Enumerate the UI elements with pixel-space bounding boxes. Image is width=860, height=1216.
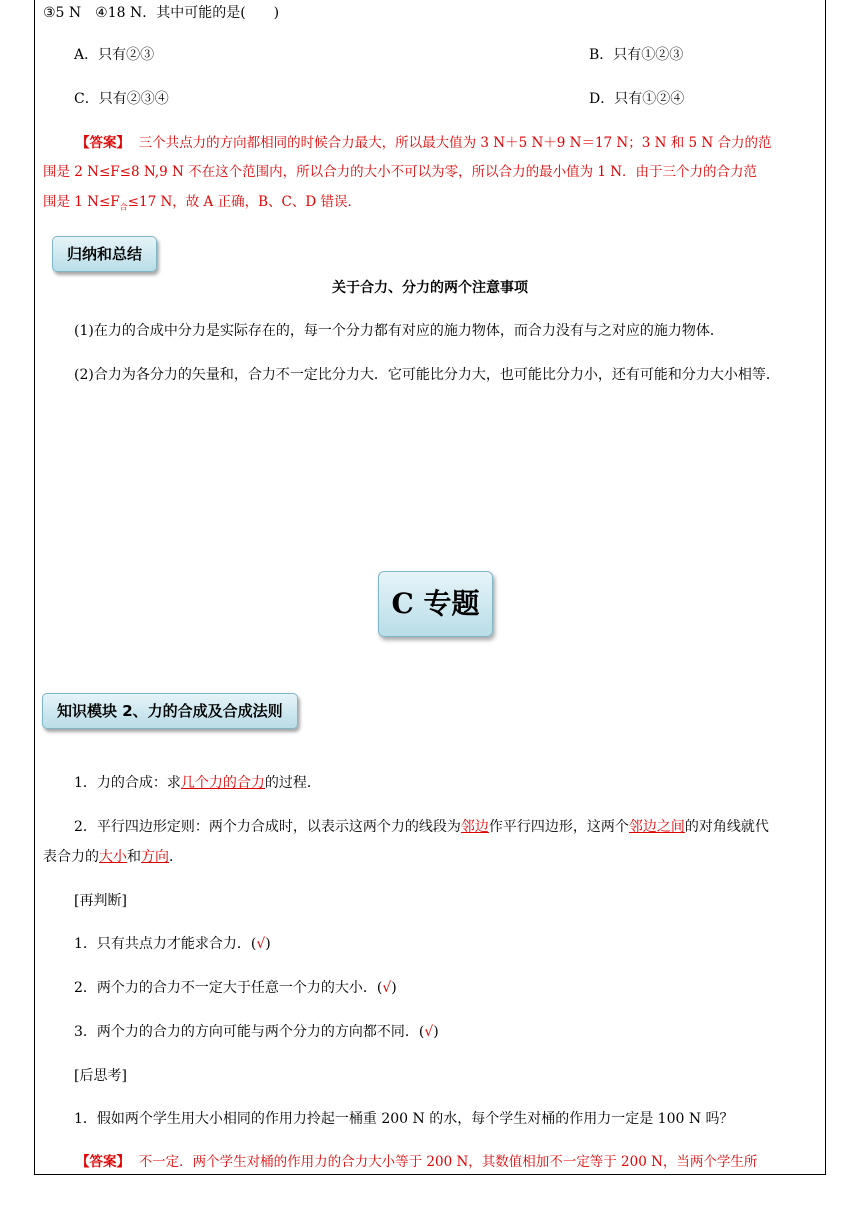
rejudge-close-1: ) (265, 936, 271, 952)
item2-text-a: 2．平行四边形定则：两个力合成时，以表示这两个力的线段为 (74, 819, 461, 835)
rejudge-text-1: 1．只有共点力才能求合力．( (74, 936, 257, 952)
answer-text-3a: 围是 1 N≤F (43, 194, 120, 210)
answer-text-1: 三个共点力的方向都相同的时候合力最大，所以最大值为 3 N＋5 N＋9 N＝17 N；3 N 和 5 N 合力的范 (138, 135, 772, 151)
item1-text-a: 1．力的合成：求 (74, 775, 181, 791)
rejudge-text-3: 3．两个力的合力的方向可能与两个分力的方向都不同．( (74, 1024, 425, 1040)
think-answer-text: 不一定．两个学生对桶的作用力的合力大小等于 200 N，其数值相加不一定等于 200 N，当两个学生所 (138, 1154, 758, 1170)
answer-line-2: 围是 2 N≤F≤8 N,9 N 不在这个范围内，所以合力的大小不可以为零，所以合力的最小值为 1 N．由于三个力的合力范 (43, 164, 758, 180)
item1-underlined: 几个力的合力 (180, 775, 265, 791)
think-heading: [后思考] (74, 1068, 127, 1084)
summary-title: 关于合力、分力的两个注意事项 (332, 280, 528, 296)
option-a: A．只有②③ (74, 47, 155, 63)
think-answer (76, 1153, 757, 1171)
option-d: D．只有①②④ (589, 91, 685, 107)
answer-subscript: 合 (119, 202, 128, 212)
summary-point-1: (1)在力的合成中分力是实际存在的，每一个分力都有对应的施力物体，而合力没有与之对应的施力物体． (74, 323, 724, 339)
item2-underlined-1: 邻边 (460, 819, 489, 835)
module-item-2-cont (43, 848, 183, 866)
check-mark-1: √ (256, 936, 266, 952)
item1-text-b: 的过程． (264, 775, 321, 791)
module-item-2 (74, 818, 769, 836)
summary-point-2: (2)合力为各分力的矢量和，合力不一定比分力大．它可能比分力大，也可能比分力小，还有可能和分力大小相等． (74, 367, 780, 383)
think-answer-label: 【答案】 (76, 1154, 130, 1170)
answer-line-3 (43, 193, 361, 217)
question-tail: ③5 N ④18 N．其中可能的是( ) (43, 5, 280, 21)
module-item-1 (74, 774, 321, 792)
rejudge-item-2 (74, 979, 397, 997)
rejudge-heading: [再判断] (74, 893, 127, 909)
rejudge-close-3: ) (433, 1024, 439, 1040)
check-mark-2: √ (382, 980, 392, 996)
check-mark-3: √ (424, 1024, 434, 1040)
summary-tab: 归纳和总结 (52, 236, 157, 272)
answer-text-3b: ≤17 N，故 A 正确，B、C、D 错误． (127, 194, 361, 210)
option-b: B．只有①②③ (589, 47, 684, 63)
item2-text-e: 和 (127, 849, 141, 865)
section-title: C 专题 (378, 571, 493, 637)
answer-label: 【答案】 (76, 135, 130, 151)
item2-underlined-3: 大小 (99, 849, 127, 865)
item2-underlined-4: 方向 (141, 849, 169, 865)
rejudge-text-2: 2．两个力的合力不一定大于任意一个力的大小．( (74, 980, 383, 996)
answer-line-1 (76, 134, 772, 152)
item2-text-d: 表合力的 (43, 849, 99, 865)
think-question-1: 1．假如两个学生用大小相同的作用力拎起一桶重 200 N 的水，每个学生对桶的作用力一定是 100 N 吗？ (74, 1111, 734, 1127)
rejudge-item-1 (74, 935, 271, 953)
rejudge-item-3 (74, 1023, 439, 1041)
item2-text-b: 作平行四边形，这两个 (488, 819, 629, 835)
rejudge-close-2: ) (391, 980, 397, 996)
item2-text-f: ． (169, 849, 183, 865)
item2-underlined-2: 邻边之间 (628, 819, 685, 835)
module-tab: 知识模块 2、力的合成及合成法则 (42, 693, 298, 729)
item2-text-c: 的对角线就代 (684, 819, 769, 835)
option-c: C．只有②③④ (74, 91, 169, 107)
